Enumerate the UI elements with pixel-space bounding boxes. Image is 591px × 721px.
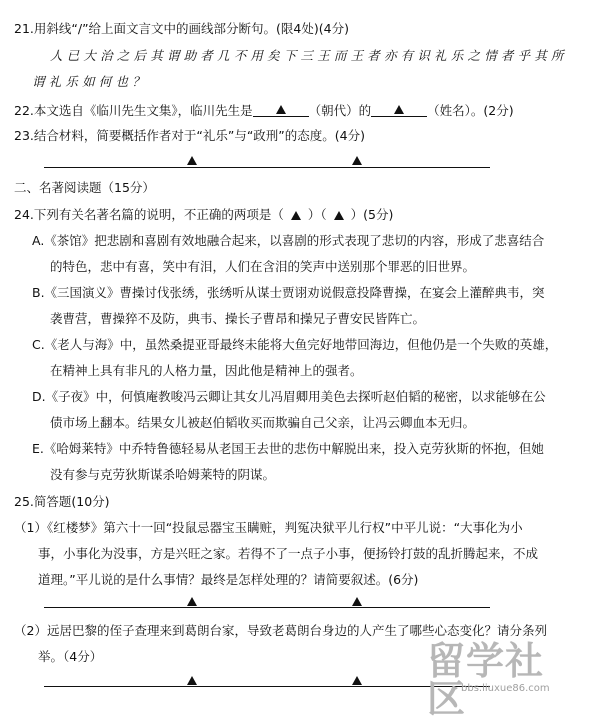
- triangle-marker-icon: [276, 105, 286, 114]
- q24-option-b-line1: B.《三国演义》曹操讨伐张绣，张绣听从谋士贾诩劝说假意投降曹操，在宴会上灌醉典韦，突: [32, 285, 545, 300]
- q24-text-2: ）（: [307, 207, 327, 222]
- triangle-marker-icon: [187, 597, 197, 606]
- q24-option-e-line2: 没有参与克劳狄斯谋杀哈姆莱特的阴谋。: [50, 467, 276, 482]
- triangle-marker-icon: [352, 156, 362, 165]
- q25-sub1-answer-line[interactable]: [44, 607, 490, 608]
- q22-text-1: 22.本文选自《临川先生文集》，临川先生是: [14, 103, 253, 118]
- q21-passage-line1: 人已大治之后其谓助者几不用矣下三王而王者亦有识礼乐之情者乎其所: [50, 48, 568, 63]
- q25-sub2-line1: （2）远居巴黎的侄子查理来到葛朗台家，导致老葛朗台身边的人产生了哪些心态变化？请分条列: [14, 623, 547, 638]
- q21-passage-line2: 谓礼乐如何也？: [32, 74, 149, 89]
- q23-answer-line[interactable]: [44, 167, 490, 168]
- q24-text-3: ）(5分): [350, 207, 394, 222]
- section2-heading: 二、名著阅读题（15分）: [14, 180, 155, 195]
- q23-prompt: 23.结合材料，简要概括作者对于“礼乐”与“政刑”的态度。(4分): [14, 128, 365, 143]
- q25-heading: 25.简答题(10分): [14, 494, 110, 509]
- q24-question: [14, 209, 393, 222]
- q25-sub1-line2: 事，小事化为没事，方是兴旺之家。若得不了一点子小事，便扬铃打鼓的乱折腾起来，不成: [38, 546, 539, 561]
- watermark-url: bbs.liuxue86.com: [461, 683, 550, 694]
- watermark-text: 留学社区: [427, 639, 545, 721]
- q22-text-3: （姓名）。(2分): [427, 103, 514, 118]
- q24-option-a-line2: 的特色，悲中有喜，笑中有泪，人们在含泪的笑声中送别那个罪恶的旧世界。: [50, 259, 476, 274]
- triangle-marker-icon: [352, 676, 362, 685]
- q24-option-d-line1: D.《子夜》中，何慎庵教唆冯云卿让其女儿冯眉卿用美色去探听赵伯韬的秘密，以求能够在公: [32, 389, 546, 404]
- q22-question: [14, 104, 514, 118]
- q24-option-c-line2: 在精神上具有非凡的人格力量，因此他是精神上的强者。: [50, 363, 363, 378]
- q25-sub1-line3: 道理。”平儿说的是什么事情？最终是怎样处理的？请简要叙述。(6分): [38, 572, 419, 587]
- q25-sub2-line2: 举。（4分）: [38, 649, 103, 664]
- q24-text-1: 24.下列有关名著名篇的说明，不正确的两项是（: [14, 207, 284, 222]
- triangle-marker-icon: [352, 597, 362, 606]
- q24-option-a-line1: A.《茶馆》把悲剧和喜剧有效地融合起来，以喜剧的形式表现了悲切的内容，形成了悲喜结合: [32, 233, 545, 248]
- q24-answer-slot-2[interactable]: [327, 209, 351, 222]
- q22-blank-dynasty[interactable]: [253, 104, 309, 117]
- q24-option-d-line2: 债市场上翻本。结果女儿被赵伯韬收买而欺骗自己父亲，让冯云卿血本无归。: [50, 415, 476, 430]
- triangle-marker-icon: [187, 676, 197, 685]
- q24-option-c-line1: C.《老人与海》中，虽然桑提亚哥最终未能将大鱼完好地带回海边，但他仍是一个失败的英雄，: [32, 337, 558, 352]
- q22-blank-name[interactable]: [371, 104, 427, 117]
- q24-option-b-line2: 袭曹营，曹操猝不及防，典韦、操长子曹昂和操兄子曹安民皆阵亡。: [50, 311, 426, 326]
- q25-sub1-line1: （1）《红楼梦》第六十一回“投鼠忌器宝玉瞒赃，判冤决狱平儿行权”中平儿说：“大事化为小: [14, 520, 523, 535]
- q24-answer-slot-1[interactable]: [284, 209, 308, 222]
- triangle-marker-icon: [291, 211, 301, 220]
- watermark-logo: [427, 639, 577, 721]
- q25-sub2-answer-line[interactable]: [44, 686, 490, 687]
- triangle-marker-icon: [394, 105, 404, 114]
- triangle-marker-icon: [334, 211, 344, 220]
- q22-text-2: （朝代）的: [308, 103, 372, 118]
- q24-option-e-line1: E.《哈姆莱特》中乔特鲁德轻易从老国王去世的悲伤中解脱出来，投入克劳狄斯的怀抱，但她: [32, 441, 544, 456]
- q21-prompt: 21.用斜线“/”给上面文言文中的画线部分断句。(限4处)(4分): [14, 21, 349, 36]
- triangle-marker-icon: [187, 156, 197, 165]
